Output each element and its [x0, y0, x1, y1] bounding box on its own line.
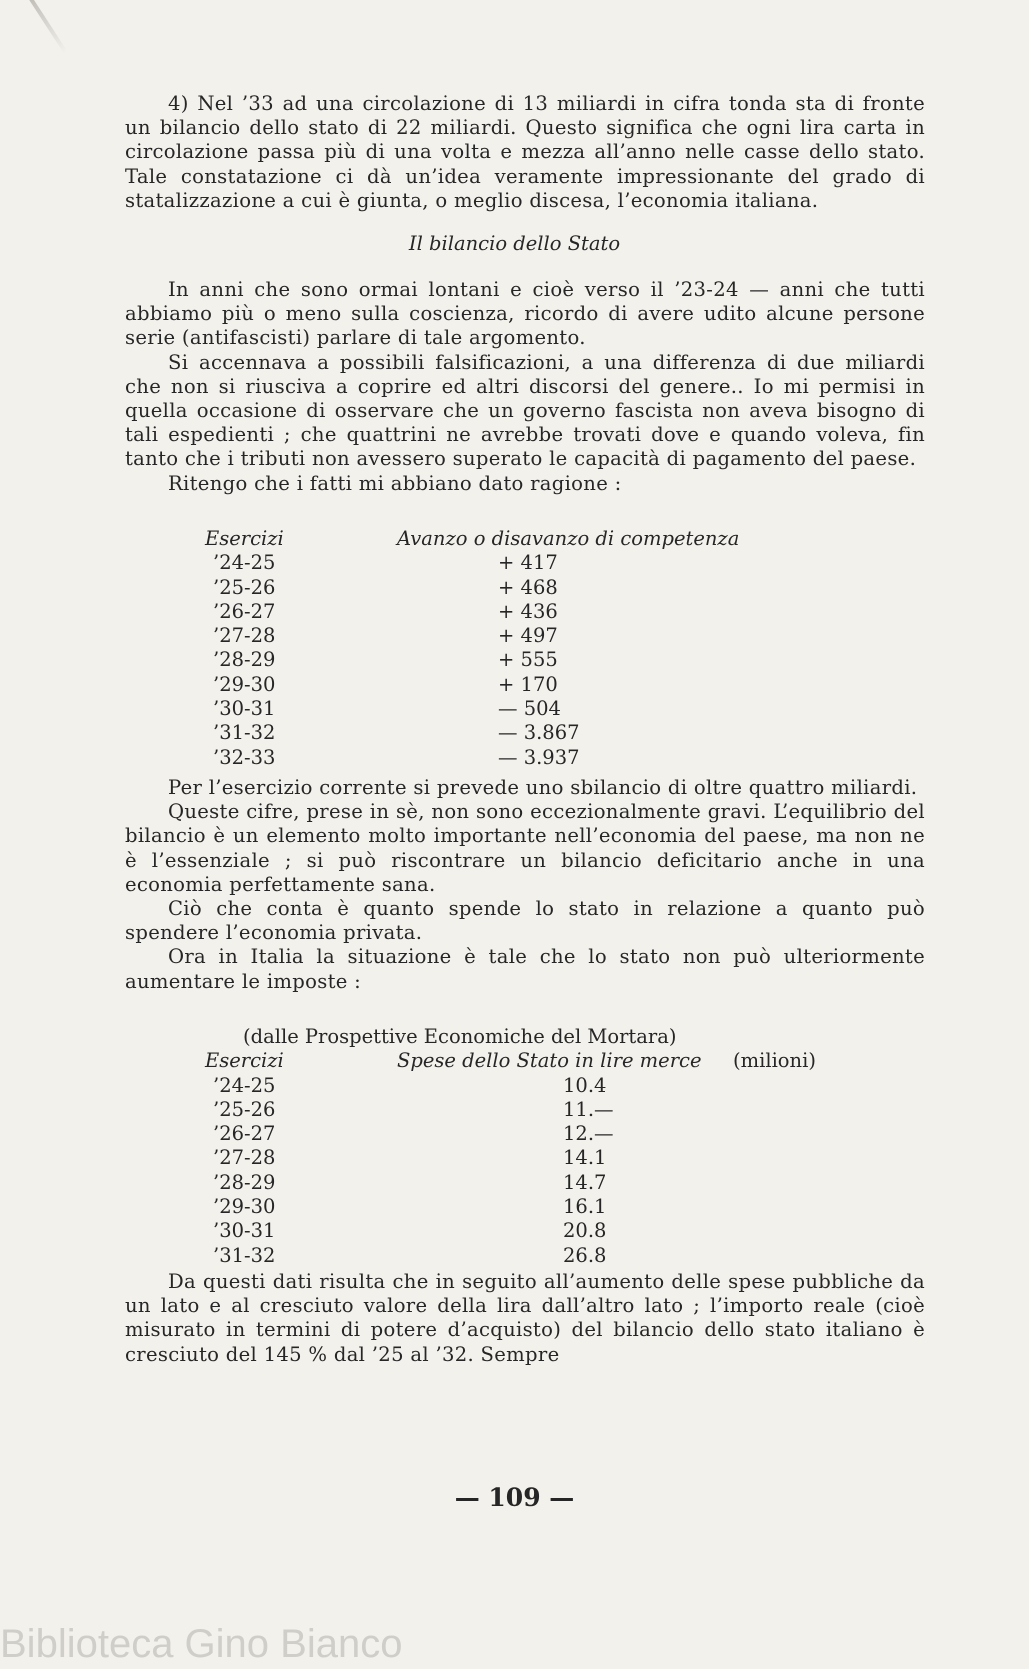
cell-esercizio: ’24-25: [213, 1073, 276, 1097]
cell-esercizio: ’28-29: [213, 648, 276, 672]
table-header-row: [205, 1049, 845, 1073]
cell-value: + 468: [498, 575, 558, 599]
table-row: [205, 1146, 845, 1170]
cell-esercizio: ’32-33: [213, 745, 276, 769]
paragraph-falsificazioni: Si accennava a possibili falsificazioni, a una differenza di due miliardi che non si riusciva a coprire ed altri discorsi del genere.. Io mi permisi in quella occasione di osservare che un governo fascista non aveva bisogno di tali espedienti ; che quattrini ne avrebbe trovati dove e quando voleva, fin tanto che i tributi non avessero superato le capacità di pagamento del paese.: [125, 350, 925, 471]
table-row: [205, 600, 805, 624]
cell-value: 14.7: [563, 1170, 607, 1194]
cell-value: — 3.867: [498, 721, 580, 745]
cell-value: 14.1: [563, 1146, 607, 1170]
cell-esercizio: ’29-30: [213, 1195, 276, 1219]
page-crease: [26, 0, 67, 54]
header-unit: (milioni): [733, 1049, 816, 1073]
cell-value: + 555: [498, 648, 558, 672]
paragraph-ragione: Ritengo che i fatti mi abbiano dato ragione :: [168, 471, 622, 495]
section-heading: Il bilancio dello Stato: [408, 232, 621, 255]
cell-value: + 497: [498, 624, 558, 648]
table-row: [205, 721, 805, 745]
table-row: [205, 1219, 845, 1243]
cell-esercizio: ’24-25: [213, 551, 276, 575]
cell-value: 11.—: [563, 1097, 614, 1121]
paragraph-circolazione: 4) Nel ’33 ad una circolazione di 13 miliardi in cifra tonda sta di fronte un bilancio dello stato di 22 miliardi. Questo significa che ogni lira carta in circolazione passa più di una volta e mezza all’anno nelle casse dello stato. Tale constatazione ci dà un’idea veramente impressionante del grado di statalizzazione a cui è giunta, o meglio discesa, l’economia italiana.: [125, 92, 925, 212]
cell-value: — 3.937: [498, 745, 580, 769]
cell-value: 16.1: [563, 1195, 607, 1219]
page-number: — 109 —: [454, 1483, 575, 1512]
cell-esercizio: ’26-27: [213, 1122, 276, 1146]
text-section-2: [125, 278, 925, 496]
cell-esercizio: ’27-28: [213, 1146, 276, 1170]
text-section-4: [125, 1270, 925, 1367]
table-row: [205, 1122, 845, 1146]
table-avanzo-disavanzo: [205, 527, 805, 770]
header-esercizi: Esercizi: [205, 527, 284, 550]
cell-esercizio: ’30-31: [213, 697, 276, 721]
table-row: [205, 624, 805, 648]
table-spese-stato: [205, 1025, 845, 1268]
cell-value: 26.8: [563, 1243, 607, 1267]
cell-esercizio: ’26-27: [213, 599, 276, 623]
cell-esercizio: ’25-26: [213, 575, 276, 599]
paragraph-esercizio-corrente: Per l’esercizio corrente si prevede uno sbilancio di oltre quattro miliardi.: [168, 776, 918, 799]
table-row: [205, 1074, 845, 1098]
table-row: [205, 673, 805, 697]
cell-esercizio: ’28-29: [213, 1170, 276, 1194]
cell-value: — 504: [498, 697, 561, 721]
table-row: [205, 576, 805, 600]
cell-value: 12.—: [563, 1122, 614, 1146]
paragraph-cio-che-conta: Ciò che conta è quanto spende lo stato in relazione a quanto può spendere l’economia privata.: [125, 897, 925, 945]
text-section-3: [125, 776, 925, 994]
paragraph-queste-cifre: Queste cifre, prese in sè, non sono eccezionalmente gravi. L’equilibrio del bilancio è un elemento molto importante nell’economia del paese, ma non ne è l’essenziale ; si può riscontrare un bilancio deficitario anche in una economia perfettamente sana.: [125, 800, 925, 896]
table-header-row: [205, 527, 805, 551]
table-row: [205, 746, 805, 770]
table-row: [205, 1098, 845, 1122]
paragraph-anni-lontani: In anni che sono ormai lontani e cioè verso il ’23-24 — anni che tutti abbiamo più o meno sulla coscienza, ricordo di avere udito alcune persone serie (antifascisti) parlare di tale argomento.: [125, 278, 925, 350]
table-row: [205, 1195, 845, 1219]
cell-value: + 417: [498, 551, 558, 575]
cell-value: + 436: [498, 599, 558, 623]
cell-esercizio: ’31-32: [213, 1243, 276, 1267]
paragraph-da-questi-dati: Da questi dati risulta che in seguito all’aumento delle spese pubbliche da un lato e al cresciuto valore della lira dall’altro lato ; l’importo reale (cioè misurato in termini di potere d’acquisto) del bilancio dello stato italiano è cresciuto del 145 % dal ’25 al ’32. Sempre: [125, 1270, 925, 1366]
paragraph-ora-in-italia: Ora in Italia la situazione è tale che lo stato non può ulteriormente aumentare le imposte :: [125, 945, 925, 993]
table-source: (dalle Prospettive Economiche del Mortara): [243, 1025, 677, 1048]
table-source-row: [205, 1025, 845, 1049]
table-row: [205, 1171, 845, 1195]
table-row: [205, 1244, 845, 1268]
cell-esercizio: ’29-30: [213, 672, 276, 696]
cell-esercizio: ’31-32: [213, 721, 276, 745]
table-row: [205, 551, 805, 575]
library-watermark: Biblioteca Gino Bianco: [0, 1622, 403, 1666]
cell-esercizio: ’30-31: [213, 1219, 276, 1243]
header-spese: Spese dello Stato in lire merce: [397, 1049, 702, 1073]
cell-esercizio: ’25-26: [213, 1097, 276, 1121]
table-row: [205, 697, 805, 721]
text-section-1: [125, 92, 925, 213]
cell-esercizio: ’27-28: [213, 624, 276, 648]
header-esercizi: Esercizi: [205, 1049, 284, 1073]
cell-value: 20.8: [563, 1219, 607, 1243]
cell-value: + 170: [498, 672, 558, 696]
header-avanzo: Avanzo o disavanzo di competenza: [397, 527, 740, 550]
table-row: [205, 648, 805, 672]
cell-value: 10.4: [563, 1073, 607, 1097]
